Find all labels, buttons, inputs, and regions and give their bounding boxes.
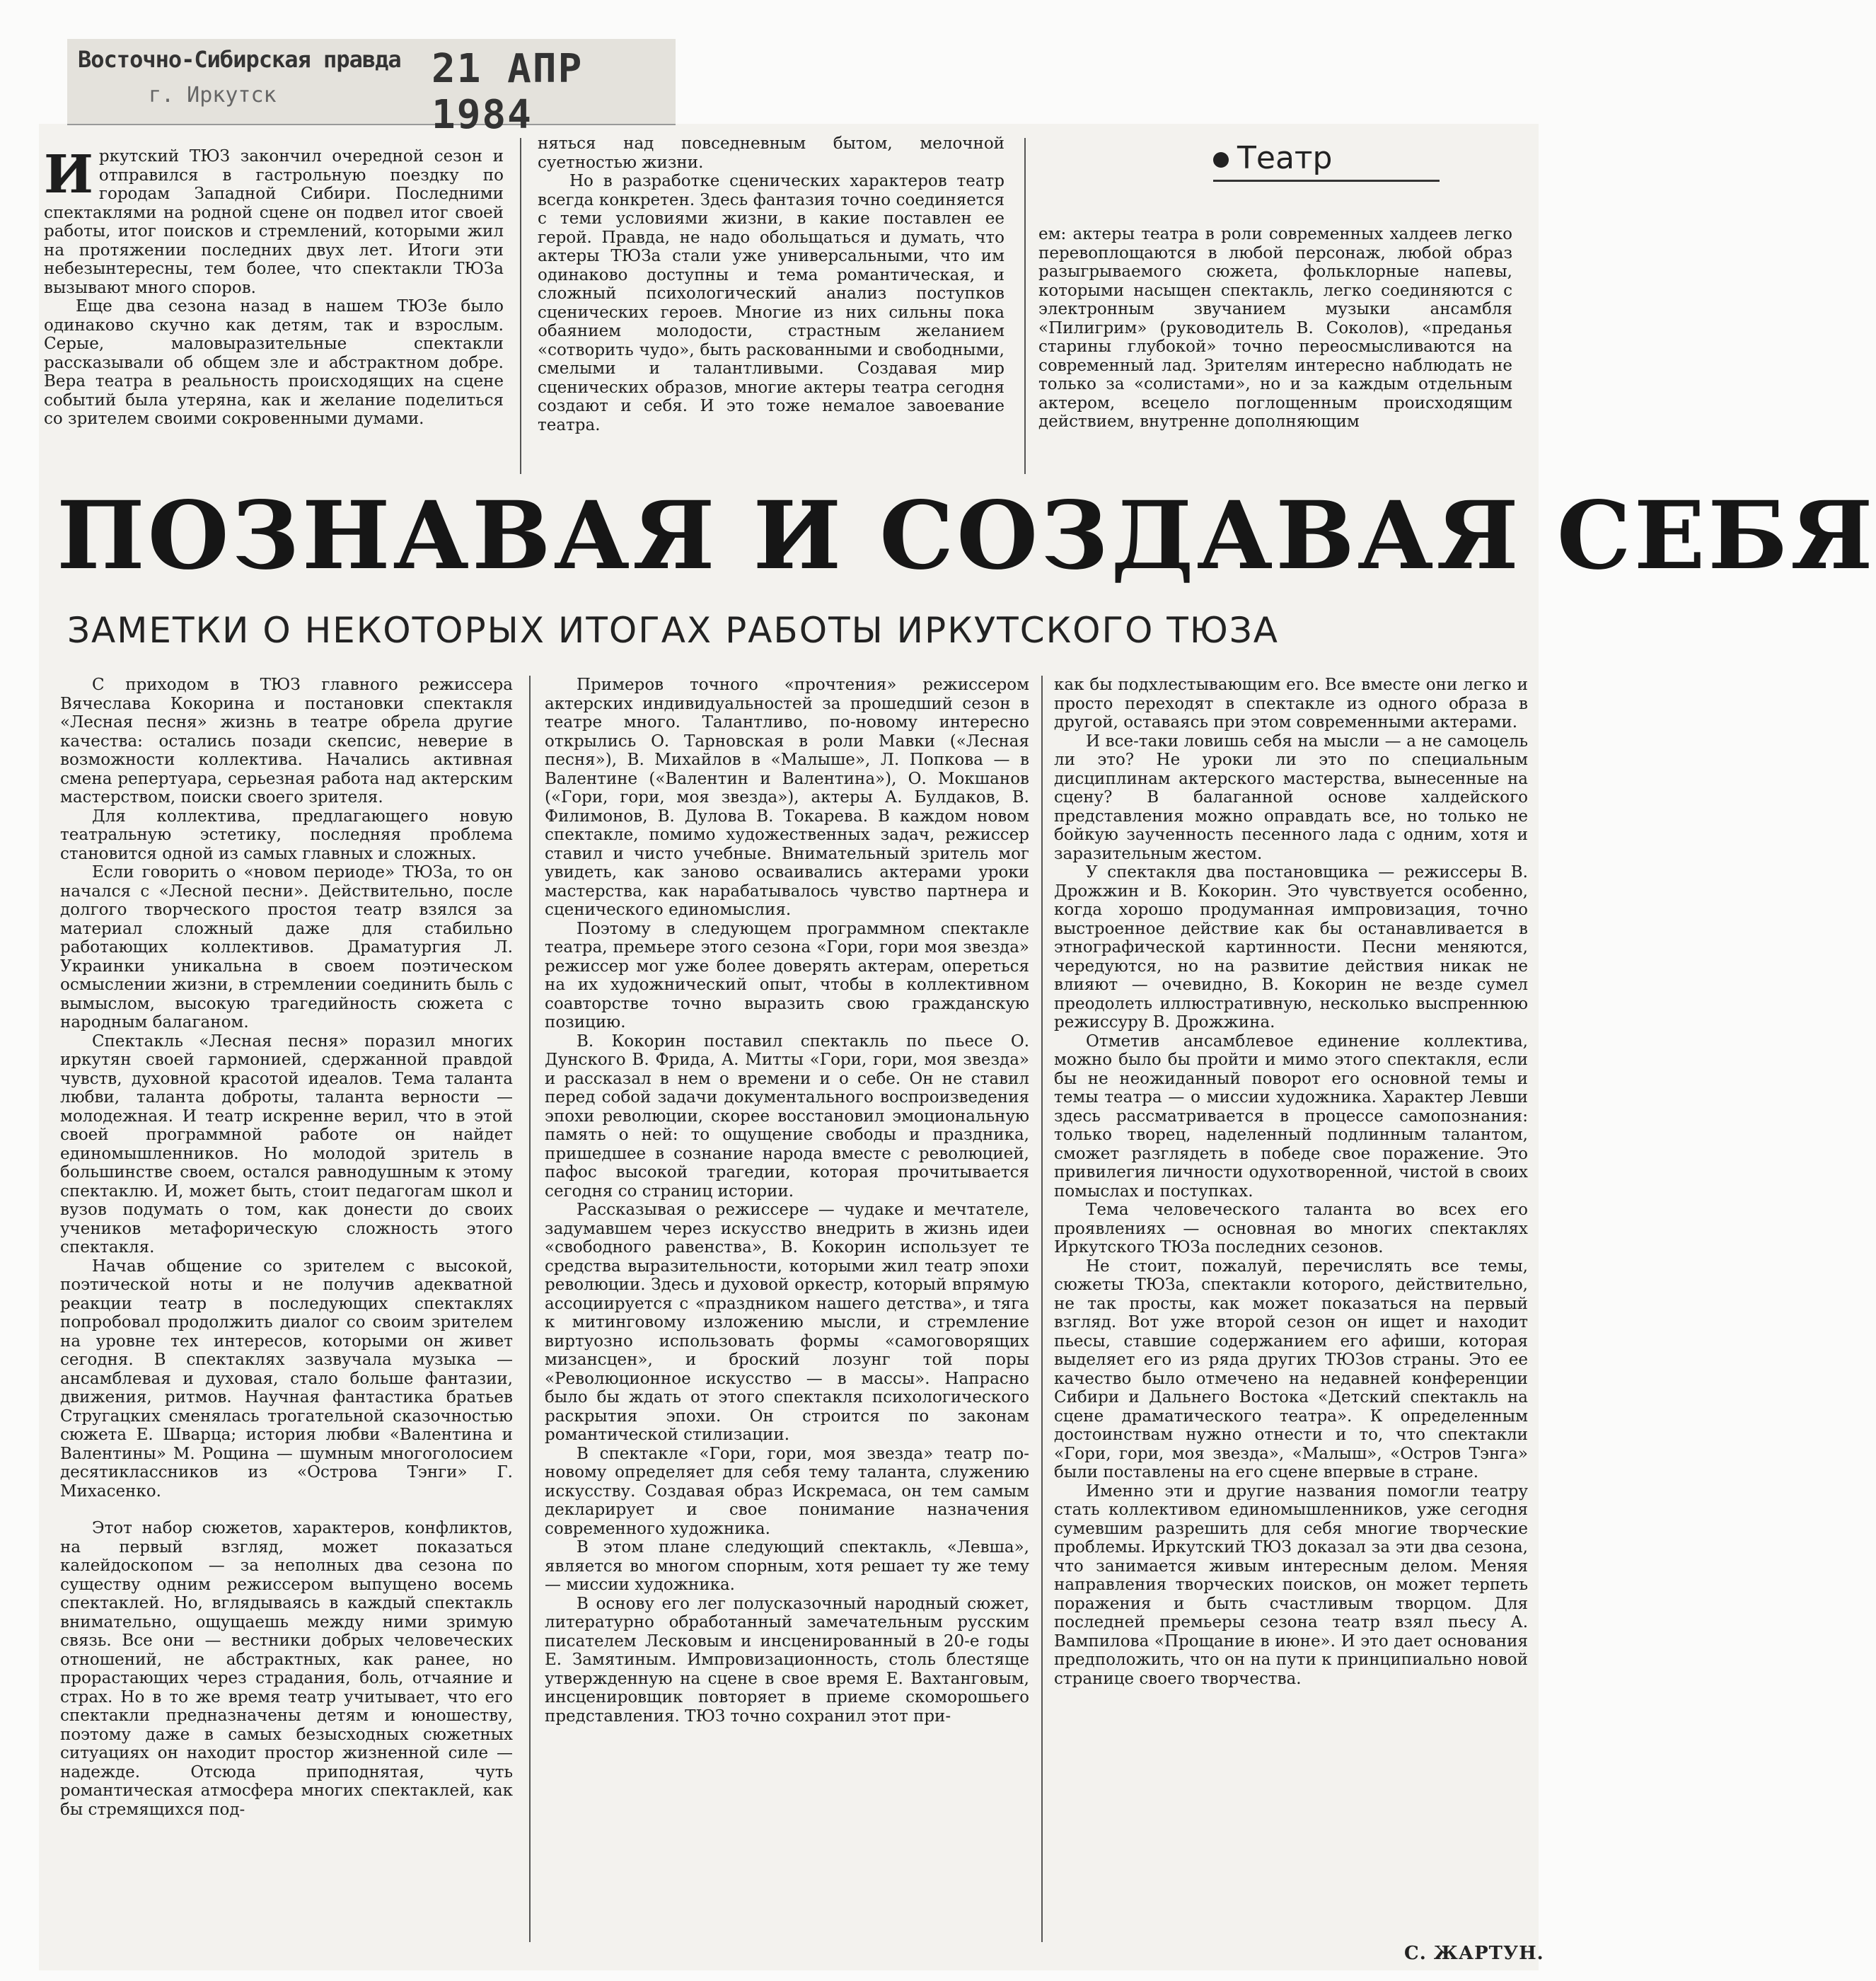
body-paragraph: Начав общение со зрителем с высокой, поэтической ноты и не получив адекватной реакции театр в последующих спектаклях попробовал продолжить диалог со своим зрителем на уровне тех интересов, которыми он живет сегодня. В спектаклях зазвучала музыка — ансамблевая и духовая, стало больше фантазии, движения, ритмов. Научная фантастика братьев Стругацких сменялась трогательной сказочностью сюжета Е. Шварца; история любви «Валентина и Валентины» М. Рощина — шумным многоголосием десятиклассников из «Острова Тэнги» Г. Михасенко. [60,1257,513,1501]
intro-column-1 [44,144,504,480]
intro-paragraph: ем: актеры театра в роли современных халдеев легко перевоплощаются в любой персонаж, любой образ разыгрываемого сюжета, фольклорные напевы, которыми насыщен спектакль, легко соединяются с электронным звучанием музыки ансамбля «Пилигрим» (руководитель В. Соколов), «преданья старины глубокой» точно переосмысливаются на современный лад. Зрителям интересно наблюдать не только за «солистами», но и за каждым отдельным актером, всецело поглощенным происходящим действием, внутренне дополняющим [1038,225,1512,431]
section-rubric: Театр [1213,140,1440,182]
column-rule [1024,138,1026,474]
body-paragraph: В основу его лег полусказочный народный сюжет, литературно обработанный замечательным русским писателем Лесковым и инсценированный в 20-е годы Е. Замятиным. Импровизационность, столь блестяще утвержденную на сцене в свое время Е. Вахтанговым, инсценировщик повторяет в приеме скоморошьего представления. ТЮЗ точно сохранил этот при- [545,1594,1029,1726]
intro-paragraph: Но в разработке сценических характеров театр всегда конкретен. Здесь фантазия точно соединяется с теми условиями жизни, в какие поставлен ее герой. Правда, не надо обольщаться и думать, что актеры ТЮЗа стали уже универсальными, что им одинаково доступны и тема романтическая, и сложный психологический анализ поступков сценических героев. Многие из них сильны пока обаянием молодости, страстным желанием «сотворить чудо», быть раскованными и свободными, смелыми и талантливыми. Создавая мир сценических образов, многие актеры театра сегодня создают и себя. И это тоже немалое завоевание театра. [538,172,1004,434]
body-paragraph: Для коллектива, предлагающего новую театральную эстетику, последняя проблема становится одной из самых главных и сложных. [60,807,513,863]
column-rule [1041,676,1043,1942]
intro-paragraph: Еще два сезона назад в нашем ТЮЗе было одинаково скучно как детям, так и взрослым. Серые, маловыразительные спектакли рассказывали об общем зле и абстрактном добре. Вера театра в реальность происходящих на сцене событий была утеряна, как и желание поделиться со зрителем своими сокровенными думами. [44,297,504,428]
body-column-1 [60,676,513,1942]
body-paragraph: И все-таки ловишь себя на мысли — а не самоцель ли это? Не уроки ли это по специальным дисциплинам актерского мастерства, вынесенные на сцену? В балаганной основе халдейского представления можно оправдать все, но только не бойкую заученность песенного лада с одним, хотя и заразительным жестом. [1054,732,1528,863]
author-signature: С. ЖАРТУН. [1404,1943,1544,1964]
body-paragraph: Именно эти и другие названия помогли театру стать коллективом единомышленников, уже сегодня сумевшим разрешить для себя многие творческие проблемы. Иркутский ТЮЗ доказал за эти два сезона, что занимается живым интересным делом. Меняя направления творческих поисков, он может терпеть поражения и быть счастливым творцом. Для последней премьеры сезона театр взял пьесу А. Вампилова «Прощание в июне». И это дает основания предположить, что он на пути к принципиально новой странице своего творчества. [1054,1482,1528,1688]
body-paragraph: Не стоит, пожалуй, перечислять все темы, сюжеты ТЮЗа, спектакли которого, действительно, не так просты, как может показаться на первый взгляд. Вот уже второй сезон он ищет и находит пьесы, ставшие содержанием его афиши, которая выделяет его из ряда других ТЮЗов страны. Это ее качество было отмечено на недавней конференции Сибири и Дальнего Востока «Детский спектакль на сцене драматического театра». К определенным достоинствам нужно отнести и то, что спектакли «Гори, гори, моя звезда», «Малыш», «Остров Тэнга» были поставлены на его сцене впервые в стране. [1054,1257,1528,1482]
stamp-newspaper-name: Восточно-Сибирская правда [78,46,401,73]
subheadline: ЗАМЕТКИ О НЕКОТОРЫХ ИТОГАХ РАБОТЫ ИРКУТСКОГО ТЮЗА [67,610,1279,651]
library-stamp [67,39,676,138]
headline: ПОЗНАВАЯ И СОЗДАВАЯ СЕБЯ [57,481,1876,591]
body-paragraph: как бы подхлестывающим его. Все вместе они легко и просто переходят в спектакле из одного образа в другой, оставаясь при этом современными актерами. [1054,676,1528,732]
body-paragraph: Этот набор сюжетов, характеров, конфликтов, на первый взгляд, может показаться калейдоскопом — за неполных два сезона по существу одним режиссером выпущено восемь спектаклей. Но, вглядываясь в каждый спектакль внимательно, ощущаешь между ними зримую связь. Все они — вестники добрых человеческих отношений, не абстрактных, как ранее, но прорастающих через страдания, боль, отчаяние и страх. Но в то же время театр учитывает, что его спектакли предназначены детям и юношеству, поэтому даже в самых безысходных сюжетных ситуациях он находит простор жизненной силе — надежде. Отсюда приподнятая, чуть романтическая атмосфера многих спектаклей, как бы стремящихся под- [60,1519,513,1819]
intro-column-3 [1038,225,1512,474]
body-paragraph: У спектакля два постановщика — режиссеры В. Дрожжин и В. Кокорин. Это чувствуется особенно, когда хорошо продуманная импровизация, точно выстроенное действие как бы останавливается в этнографической картинности. Песни меняются, чередуются, но на развитие действия никак не влияют — очевидно, В. Кокорин не везде сумел преодолеть иллюстративную, несколько выспреннюю режиссуру В. Дрожжина. [1054,863,1528,1032]
body-column-3 [1054,676,1528,1942]
body-column-2 [545,676,1029,1942]
stamp-city: г. Иркутск [149,83,277,108]
intro-paragraph: Иркутский ТЮЗ закончил очередной сезон и отправился в гастрольную поездку по городам Западной Сибири. Последними спектаклями на родной сцене он подвел итог своей работы, итог поисков и стремлений, которыми жил на протяжении последних двух лет. Итоги эти небезынтересны, тем более, что спектакли ТЮЗа вызывают много споров. [44,144,504,297]
body-paragraph: В. Кокорин поставил спектакль по пьесе О. Дунского В. Фрида, А. Митты «Гори, гори, моя звезда» и рассказал в нем о времени и о себе. Он не ставил перед собой задачи документального воспроизведения эпохи революции, скорее восстановил эмоциональную память о ней: то ощущение свободы и праздника, пришедшее в сознание народа вместе с революцией, пафос высокой трагедии, которая прочитывается сегодня со страниц истории. [545,1032,1029,1201]
body-paragraph: С приходом в ТЮЗ главного режиссера Вячеслава Кокорина и постановки спектакля «Лесная песня» жизнь в театре обрела другие качества: остались позади скепсис, неверие в возможности коллектива. Начались активная смена репертуара, серьезная работа над актерским мастерством, поиски своего зрителя. [60,676,513,807]
intro-column-2 [538,134,1004,474]
stamp-date: 21 АПР 1984 [432,46,584,138]
body-paragraph: В спектакле «Гори, гори, моя звезда» театр по-новому определяет для себя тему таланта, служению искусству. Создавая образ Искремаса, он тем самым декларирует и свое понимание назначения современного художника. [545,1444,1029,1538]
drop-cap: И [44,144,93,205]
body-paragraph: Поэтому в следующем программном спектакле театра, премьере этого сезона «Гори, гори моя звезда» режиссер мог уже более доверять актерам, опереться на их художнический опыт, чтобы в коллективном соавторстве точно выразить свою гражданскую позицию. [545,919,1029,1032]
body-paragraph: Тема человеческого таланта во всех его проявлениях — основная во многих спектаклях Иркутского ТЮЗа последних сезонов. [1054,1201,1528,1257]
body-paragraph: Спектакль «Лесная песня» поразил многих иркутян своей гармонией, сдержанной правдой чувств, духовной красотой идеалов. Тема таланта любви, таланта доброты, таланта верности — молодежная. И театр искренне верил, что в этой своей программной работе он найдет единомышленников. Но молодой зритель в большинстве своем, остался равнодушным к этому спектаклю. И, может быть, стоит педагогам школ и вузов подумать о том, как донести до своих учеников метафорическую сложность этого спектакля. [60,1032,513,1257]
column-rule [529,676,531,1942]
body-paragraph: В этом плане следующий спектакль, «Левша», является во многом спорным, хотя решает ту же тему — миссии художника. [545,1538,1029,1594]
column-rule [520,138,521,474]
body-paragraph: Рассказывая о режиссере — чудаке и мечтателе, задумавшем через искусство внедрить в жизнь идеи «свободного равенства», В. Кокорин использует те средства выразительности, которыми жил театр эпохи революции. Здесь и духовой оркестр, который впрямую ассоциируется с «праздником нашего детства», и тяга к митинговому изложению мысли, и стремление виртуозно использовать формы «самоговорящих мизансцен», и броский лозунг той поры «Революционное искусство — в массы». Напрасно было бы ждать от этого спектакля психологического раскрытия эпохи. Он строится по законам романтической стилизации. [545,1201,1029,1444]
intro-paragraph: няться над повседневным бытом, мелочной суетностью жизни. [538,134,1004,172]
body-paragraph: Если говорить о «новом периоде» ТЮЗа, то он начался с «Лесной песни». Действительно, после долгого творческого простоя театр взялся за материал сложный даже для стабильно работающих коллективов. Драматургия Л. Украинки уникальна в своем поэтическом осмыслении жизни, в стремлении соединить быль с вымыслом, высокую трагедийность сюжета с народным балаганом. [60,863,513,1032]
body-paragraph: Отметив ансамблевое единение коллектива, можно было бы пройти и мимо этого спектакля, если бы не неожиданный поворот его основной темы и темы театра — о миссии художника. Характер Левши здесь рассматривается в процессе самопознания: только творец, наделенный подлинным талантом, сможет разглядеть в победе свое поражение. Это привилегия личности одухотворенной, чистой в своих помыслах и поступках. [1054,1032,1528,1201]
bullet-icon [1213,152,1229,168]
body-paragraph: Примеров точного «прочтения» режиссером актерских индивидуальностей за прошедший сезон в театре много. Талантливо, по-новому интересно открылись О. Тарновская в роли Мавки («Лесная песня»), В. Михайлов в «Малыше», Л. Попкова — в Валентине («Валентин и Валентина»), О. Мокшанов («Гори, гори, моя звезда»), актеры А. Булдаков, В. Филимонов, В. Дулова В. Токарева. В каждом новом спектакле, помимо художественных задач, режиссер ставил и чисто учебные. Внимательный зритель мог увидеть, как заново осваивались актерами уроки мастерства, как нарабатывалось чувство партнера и сценического единомыслия. [545,676,1029,919]
